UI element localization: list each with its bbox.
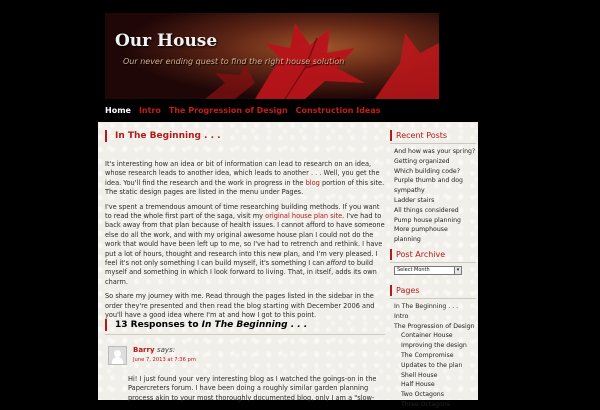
main-nav — [105, 102, 439, 118]
recent-post-link[interactable]: All things considered — [394, 206, 459, 214]
main-column — [105, 130, 385, 326]
recent-post-link[interactable]: Getting organized — [394, 157, 450, 165]
chevron-down-icon: ▾ — [454, 267, 461, 274]
select-value: Select Month — [397, 266, 430, 273]
recent-post-link[interactable]: Purple thumb and dog sympathy — [394, 177, 463, 195]
page-link[interactable]: Three Octagons — [401, 400, 451, 408]
site-tagline: Our never ending quest to find the right house solution — [123, 57, 345, 66]
recent-post-link[interactable]: And how was your spring? — [394, 148, 476, 155]
comment-item — [105, 342, 375, 400]
post-text: . I've had to back away from that plan because of health issues. I cannot afford to have someone else do all the work, and with my original awesome house plan I could not do the work that would have been left up to me, so I've had to retrench and rethink. I have put a lot of hours, thought and research into this new plan, and I'm very pleased. I feel it's not only something I can build myself, it's something I can — [105, 212, 385, 268]
maple-leaf-image — [105, 13, 439, 99]
page-link[interactable]: Shell House — [401, 371, 438, 379]
site-header — [105, 13, 439, 99]
page-link[interactable]: Improving the design — [401, 342, 467, 350]
comment-author[interactable]: Barry — [133, 346, 155, 354]
nav-construction-ideas[interactable]: Construction Ideas — [295, 105, 381, 115]
page-link[interactable]: In The Beginning . . . — [394, 302, 459, 310]
widget-title: Post Archive — [390, 249, 476, 260]
original-house-plan-link[interactable]: original house plan site — [265, 212, 343, 221]
post-text: Well, you get the idea. You'll find the research and the work in progress in the — [105, 169, 380, 187]
page-link[interactable]: The Progression of Design — [394, 322, 475, 330]
comment-date[interactable]: June 7, 2013 at 7:36 pm — [133, 357, 196, 363]
recent-post-link[interactable]: Which building code? — [394, 167, 461, 175]
post-text: I've spent a tremendous amount of time researching building methods. If you want to read the whole first part of the saga, visit my — [105, 202, 380, 221]
page-link[interactable]: Two Octagons — [401, 391, 444, 399]
nav-home[interactable]: Home — [105, 105, 131, 115]
pages-list — [390, 302, 476, 410]
comments-heading — [105, 319, 395, 331]
avatar — [108, 346, 127, 365]
divider — [390, 262, 476, 263]
sidebar — [390, 130, 476, 410]
recent-posts-list — [390, 147, 476, 245]
post-entry — [105, 160, 385, 321]
page-link[interactable]: Updates to the plan — [401, 361, 463, 369]
comment-says: says: — [157, 346, 176, 354]
post-paragraph — [105, 203, 385, 288]
page-link[interactable]: The Compromise — [401, 351, 454, 359]
post-text: to build myself and something in which I look forward to living. That, in itself, adds its own charm. — [105, 259, 377, 286]
archive-widget — [390, 249, 476, 275]
content-area — [98, 122, 478, 408]
recent-posts-widget — [390, 130, 476, 245]
post-text: It's interesting how an idea or bit of information can lead to research on an idea, whose research leads to another idea, which leads to another — [105, 160, 372, 178]
post-title[interactable]: In The Beginning . . . — [105, 130, 385, 142]
divider — [105, 334, 385, 335]
nav-progression-of-design[interactable]: The Progression of Design — [168, 105, 288, 115]
post-paragraph — [105, 160, 385, 198]
post-text: portion of this site. The static design pages are listed in the menu under Pages. — [105, 178, 385, 197]
post-paragraph: So share my journey with me. Read through the pages listed in the sidebar in the order they're presented and then read the blog starting with December 2006 and you'll have a good idea where I'm at and how I got to this point. — [105, 292, 375, 320]
nav-intro[interactable]: Intro — [138, 105, 161, 115]
site-title[interactable]: Our House — [115, 31, 218, 51]
pages-widget — [390, 285, 476, 410]
archive-month-select[interactable] — [394, 266, 462, 275]
page-link[interactable]: Half House — [401, 381, 435, 389]
comment-text: Hi! I just found your very interesting blog as I watched the goings-on in the Papercreters forum. I have been doing a roughly similar garden planning process akin to your most thoroughly documented blog, only I am a "slow- — [128, 375, 377, 402]
post-text: . . . — [310, 169, 322, 178]
recent-post-link[interactable]: More pumphouse planning — [394, 226, 448, 244]
comments-heading-prefix: 13 Responses to — [115, 320, 199, 330]
widget-title: Recent Posts — [390, 130, 476, 141]
divider — [390, 298, 476, 299]
recent-post-link[interactable]: Ladder stairs — [394, 196, 435, 204]
divider — [390, 143, 476, 144]
post-emphasis: afford — [326, 259, 347, 268]
blog-link[interactable]: blog — [305, 178, 320, 187]
page-link[interactable]: Container House — [401, 332, 453, 340]
comments-heading-title: In The Beginning . . . — [201, 320, 308, 330]
page-link[interactable]: Intro — [394, 312, 409, 320]
recent-post-link[interactable]: Pump house planning — [394, 216, 461, 224]
widget-title: Pages — [390, 285, 476, 296]
